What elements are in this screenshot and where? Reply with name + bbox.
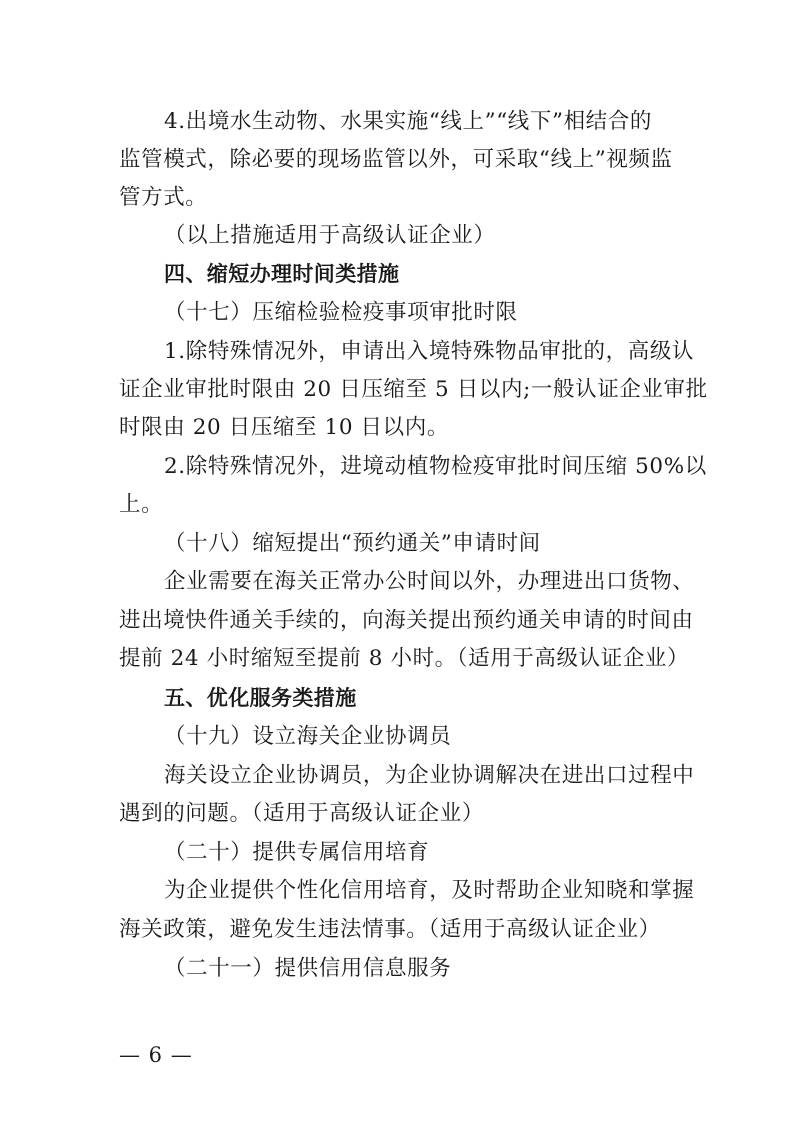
subsection-title: （十七）压缩检验检疫事项审批时限 (164, 300, 518, 325)
paragraph-line: 海关政策，避免发生违法情事。（适用于高级认证企业） (119, 917, 661, 942)
subsection-title: （二十一）提供信用信息服务 (164, 956, 452, 981)
subsection-title: （二十）提供专属信用培育 (164, 840, 430, 865)
section-heading: 四、缩短办理时间类措施 (164, 262, 400, 286)
paragraph-line: 企业需要在海关正常办公时间以外，办理进出口货物、 (164, 569, 695, 594)
page-number: — 6 — (119, 1043, 193, 1067)
paragraph-line: 上。 (119, 492, 164, 517)
paragraph-line: 进出境快件通关手续的，向海关提出预约通关申请的时间由 (119, 608, 694, 633)
paragraph-line: 证企业审批时限由 20 日压缩至 5 日以内;一般认证企业审批 (119, 377, 708, 402)
paragraph-line: 为企业提供个性化信用培育，及时帮助企业知晓和掌握 (164, 878, 695, 903)
paragraph-line: 遇到的问题。（适用于高级认证企业） (119, 801, 484, 826)
paragraph-line: 提前 24 小时缩短至提前 8 小时。（适用于高级认证企业） (119, 646, 690, 671)
paragraph-line: 管方式。 (119, 185, 208, 210)
paragraph-line: 1.除特殊情况外，申请出入境特殊物品审批的，高级认 (164, 339, 695, 364)
paragraph-line: 监管模式，除必要的现场监管以外，可采取“线上”视频监 (119, 147, 673, 172)
paragraph-line: 2.除特殊情况外，进境动植物检疫审批时间压缩 50%以 (164, 454, 707, 479)
paragraph-line: 时限由 20 日压缩至 10 日以内。 (119, 415, 449, 440)
subsection-title: （十八）缩短提出“预约通关”申请时间 (164, 531, 541, 556)
paragraph-line: （以上措施适用于高级认证企业） (164, 223, 496, 248)
paragraph-line: 海关设立企业协调员，为企业协调解决在进出口过程中 (164, 763, 695, 788)
paragraph-line: 4.出境水生动物、水果实施“线上”“线下”相结合的 (164, 109, 652, 134)
subsection-title: （十九）设立海关企业协调员 (164, 724, 452, 749)
section-heading: 五、优化服务类措施 (164, 686, 357, 710)
